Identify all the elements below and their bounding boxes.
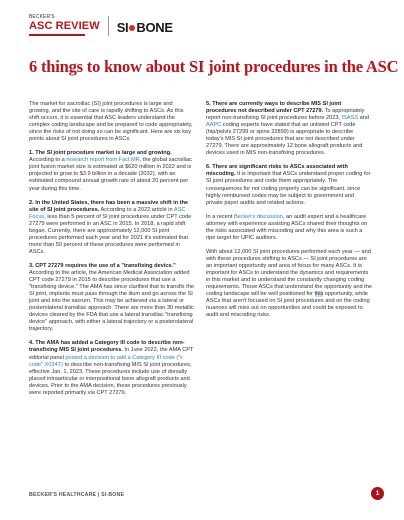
ama-decision-link[interactable]: posted a decision to add a Category III code ("t-code" X034T) <box>29 354 184 368</box>
beckers-discussion-link[interactable]: Becker's discussion <box>234 213 283 220</box>
fact-mr-link[interactable]: research report from Fact.MR <box>66 157 140 164</box>
header-logos <box>29 15 173 41</box>
point-2-text-b: , less than 5 percent of SI joint procedures under CPT code 27279 were performed in an ASC in 2015. In 2018, a rapid shift began. Currently, there are approximately 12,000 SI joint procedures performed each year and for 2021 it's estimated that more than 50 percent of these procedures were performed in ASCs. <box>29 213 192 255</box>
point-5-paragraph <box>206 101 372 157</box>
point-1-text-b: , the global sacroiliac joint fusion market size is estimated at $620 million in 2022 and is projected to grow to $3.9 billion in a decade (2032), with an estimated compound annual growth rate of about 20 percent per year during this time. <box>29 157 192 192</box>
point-3-text: According to the article, the American Medical Association added CPT code 27279 in 2015 to describe procedures that use a "transfixing device." The AMA has since clarified that to transfix the SI joint, implants must pass through the ilium and go across the SI joint and into the sacrum. This may be achieved via a lateral or posterolateral transiliac approach. There are more than 30 metallic devices cleared by the FDA that use a lateral transiliac "transfixing device" approach, with either a lateral trajectory or a posterolateral trajectory. <box>29 269 194 333</box>
point-1-heading: 1. The SI joint procedure market is large and growing. <box>29 150 172 157</box>
discussion-text-b: , an audit expert and a healthcare attorney with experience assisting ASCs shared their thoughts on the risks associated with miscoding and why this area is such a ripe target for UPIC auditors. <box>206 213 368 241</box>
point-2-paragraph <box>29 200 195 256</box>
right-column <box>206 101 372 326</box>
point-2-heading: 2. In the United States, there has been a massive shift in the site of SI joint procedures. <box>29 199 189 213</box>
point-2-text-a: According to a 2022 article in <box>99 206 174 213</box>
point-6-text: It is important that ASCs understand proper coding for SI joint procedures and code them appropriately. The consequences for not coding properly can be significant, since highly reimbursed codes may be subject to government and private payer audits and related actions. <box>206 171 371 206</box>
logo-red-dot-icon <box>129 25 135 31</box>
page-number-badge: 1 <box>371 487 384 500</box>
point-1-text-a: According to a <box>29 157 67 164</box>
closing-text-a: With about 12,000 SI joint procedures performed each year — and with these procedures shifting to ASCs — SI joint procedures are an important opportunity and area of focus for many ASCs. It is important for ASCs to understand the dynamics and requirements in this market and to understand the constantly changing coding requirements. Those ASCs that understand the opportunity and the coding landscape will be well positioned for <box>206 248 372 298</box>
highlighted-word: this <box>314 291 324 298</box>
footer-text: BECKER'S HEALTHCARE | SI-BONE <box>29 492 125 498</box>
logo-bone-text: BONE <box>136 20 173 35</box>
logo-si-text: SI <box>116 20 129 35</box>
closing-paragraph <box>206 249 372 319</box>
discussion-text-a: In a recent <box>206 213 234 220</box>
logo-underline <box>29 34 85 36</box>
point-3-paragraph <box>29 263 195 333</box>
si-bone-logo <box>117 20 173 35</box>
aapc-link[interactable]: AAPC <box>206 122 222 129</box>
point-5-text-mid: and <box>358 115 369 122</box>
point-5-heading: 5. There are currently ways to describe MIS SI joint procedures not described under CPT 27279. <box>206 101 342 115</box>
point-6-paragraph <box>206 164 372 206</box>
point-4-text-b: to describe non-transfixing MIS SI joint procedures, effective Jan. 1, 2023. These procedures include use of dorsally placed intraarticular or interpositional bone allograft products and devices. Prior to the AMA decision, these procedures previously were reported primarily via CPT 27279. <box>29 361 192 396</box>
logo-beckers-small: BECKER'S <box>29 14 55 20</box>
logo-divider <box>108 16 109 36</box>
point-4-text-a: In June 2022, the AMA CPT editorial panel <box>29 347 194 361</box>
intro-paragraph: The market for sacroiliac (SI) joint procedures is large and growing, and the site of care is rapidly shifting to ASCs. As this shift occurs, it is essential that ASC leaders understand the complex coding landscape and be prepared to code appropriately, since the risks of not doing so can be significant. Here are six key points about SI joint procedures in ASCs. <box>29 101 193 143</box>
point-4-heading: 4. The AMA has added a Category III code to describe non-transfixing MIS SI joint procedures. <box>29 340 185 354</box>
isass-link[interactable]: ISASS <box>341 115 359 122</box>
left-column <box>29 101 195 404</box>
point-5-text-a: To appropriately report non-transfixing SI joint procedures before 2023, <box>206 108 365 122</box>
page-title: 6 things to know about SI joint procedures in the ASC <box>29 57 399 76</box>
closing-text-b: opportunity, while ASCs that aren't focused on SI joint procedures and on the coding nuances will miss out on opportunities and could be exposed to audit and miscoding risks. <box>206 291 370 319</box>
point-3-heading: 3. CPT 27279 requires the use of a "transfixing device." <box>29 262 176 269</box>
logo-asc-review: ASC REVIEW <box>29 20 100 32</box>
asc-focus-link[interactable]: ASC Focus <box>29 206 186 220</box>
point-5-text-b: coding experts have stated that an unlisted CPT code (hip/pelvis 27299 or spine 22899) is appropriate to describe today's MIS SI joint procedures that are not described under 27279. There are approximately 12 bone allograft products and devices used in MIS non-transfixing procedures. <box>206 122 363 157</box>
point-4-paragraph <box>29 340 195 396</box>
point-6-heading: 6. There are significant risks to ASCs associated with miscoding. <box>206 164 348 178</box>
point-1-paragraph <box>29 150 195 192</box>
beckers-asc-review-logo <box>29 15 100 36</box>
beckers-discussion-paragraph <box>206 214 372 242</box>
